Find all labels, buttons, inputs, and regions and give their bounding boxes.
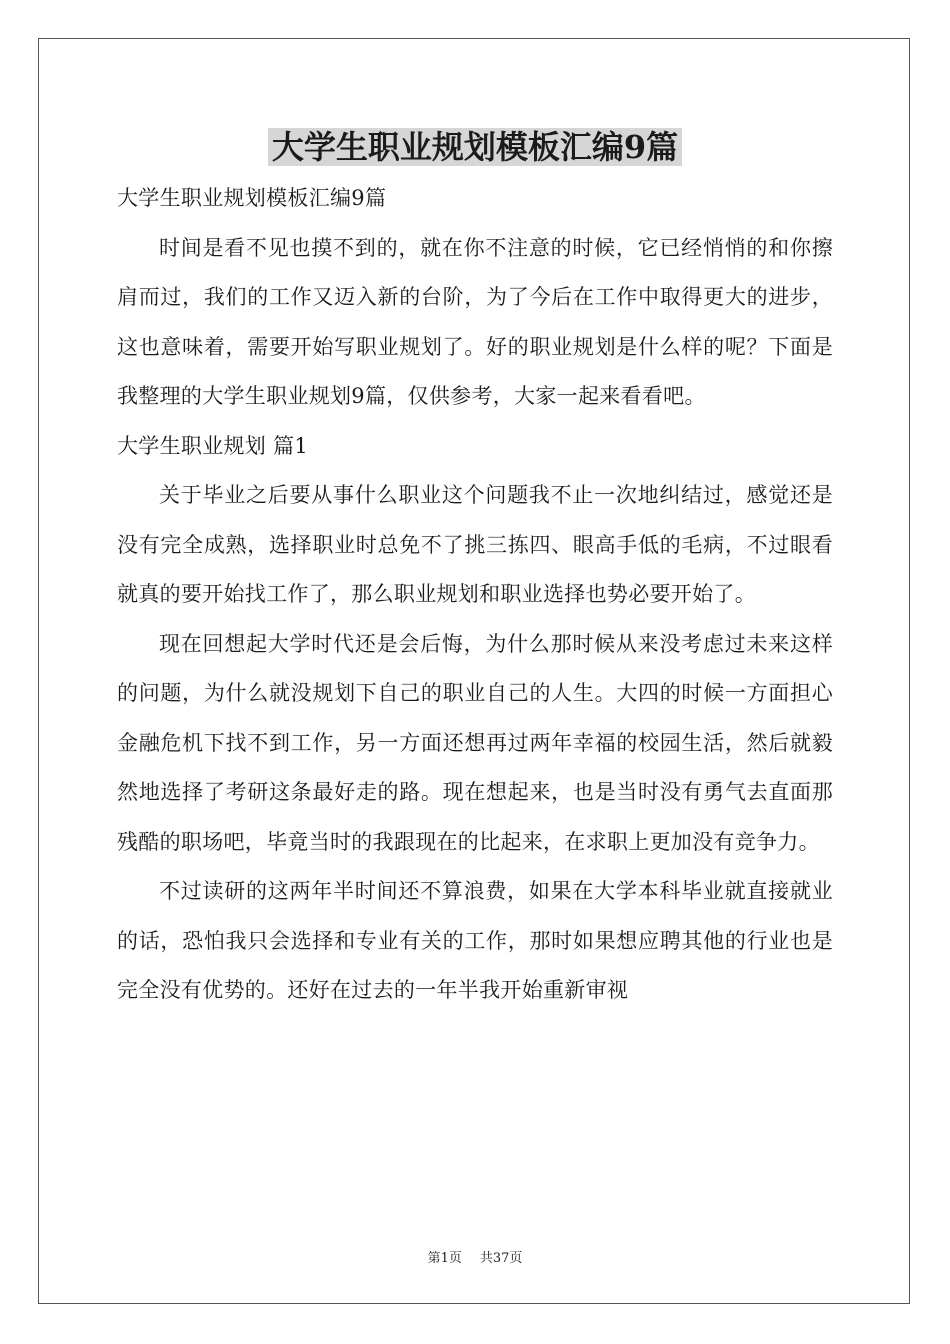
body-paragraph-3: 不过读研的这两年半时间还不算浪费，如果在大学本科毕业就直接就业的话，恐怕我只会选择和专业有关的工作，那时如果想应聘其他的行业也是完全没有优势的。还好在过去的一年半我开始重新审视 — [117, 879, 833, 1002]
body-paragraph-2: 现在回想起大学时代还是会后悔，为什么那时候从来没考虑过未来这样的问题，为什么就没规划下自己的职业自己的人生。大四的时候一方面担心金融危机下找不到工作，另一方面还想再过两年幸福的校园生活，然后就毅然地选择了考研这条最好走的路。现在想起来，也是当时没有勇气去直面那残酷的职场吧，毕竟当时的我跟现在的比起来，在求职上更加没有竞争力。 — [117, 631, 833, 854]
page-number-current: 第1页 — [427, 1251, 462, 1266]
intro-paragraph: 时间是看不见也摸不到的，就在你不注意的时候，它已经悄悄的和你擦肩而过，我们的工作又迈入新的台阶，为了今后在工作中取得更大的进步，这也意味着，需要开始写职业规划了。好的职业规划是什么样的呢？下面是我整理的大学生职业规划9篇，仅供参考，大家一起来看看吧。 — [117, 235, 833, 408]
body-paragraph-1: 关于毕业之后要从事什么职业这个问题我不止一次地纠结过，感觉还是没有完全成熟，选择职业时总免不了挑三拣四、眼高手低的毛病，不过眼看就真的要开始找工作了，那么职业规划和职业选择也势必要开始了。 — [117, 483, 833, 606]
subtitle: 大学生职业规划模板汇编9篇 — [117, 186, 387, 210]
page-footer — [0, 1247, 950, 1266]
page-number-total: 共37页 — [479, 1251, 523, 1266]
section-heading: 大学生职业规划 篇1 — [117, 433, 309, 458]
document-title — [0, 122, 950, 172]
document-title-text: 大学生职业规划模板汇编9篇 — [268, 128, 682, 166]
document-body — [117, 174, 833, 1016]
